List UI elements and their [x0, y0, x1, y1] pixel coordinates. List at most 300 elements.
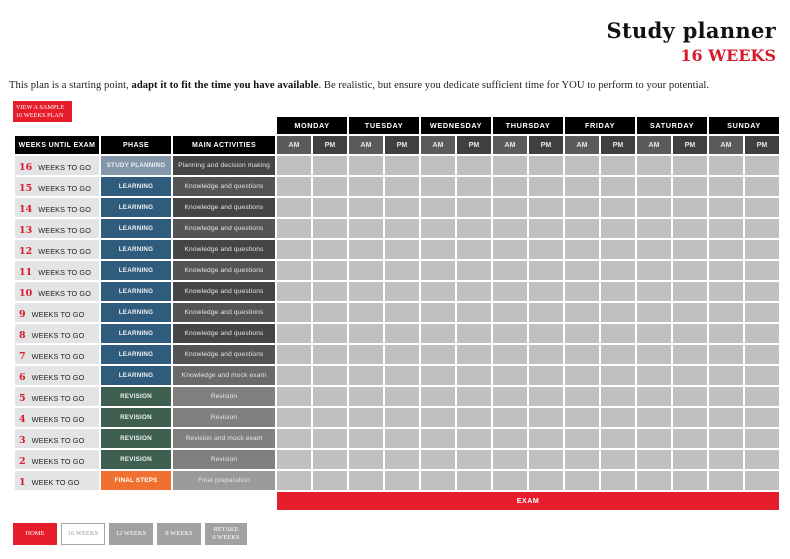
- 16-weeks-button[interactable]: 16 WEEKS: [61, 523, 105, 545]
- sunday-am-cell[interactable]: -: [709, 366, 743, 385]
- monday-am-cell[interactable]: -: [277, 408, 311, 427]
- tuesday-pm-cell[interactable]: -: [385, 324, 419, 343]
- wednesday-am-cell[interactable]: -: [421, 156, 455, 175]
- tuesday-am-cell[interactable]: -: [349, 177, 383, 196]
- thursday-pm-cell[interactable]: -: [529, 387, 563, 406]
- wednesday-pm-cell[interactable]: -: [457, 366, 491, 385]
- sunday-am-cell[interactable]: -: [709, 240, 743, 259]
- wednesday-pm-cell[interactable]: -: [457, 177, 491, 196]
- monday-pm-cell[interactable]: -: [313, 408, 347, 427]
- monday-am-cell[interactable]: -: [277, 471, 311, 490]
- tuesday-am-cell[interactable]: -: [349, 156, 383, 175]
- sunday-pm-cell[interactable]: -: [745, 261, 779, 280]
- saturday-am-cell[interactable]: -: [637, 408, 671, 427]
- weeks-until-exam-cell: [15, 261, 99, 280]
- thursday-am-cell[interactable]: -: [493, 345, 527, 364]
- friday-pm-cell[interactable]: -: [601, 471, 635, 490]
- wednesday-am-cell[interactable]: -: [421, 240, 455, 259]
- tuesday-pm-cell[interactable]: -: [385, 282, 419, 301]
- monday-am-cell[interactable]: -: [277, 303, 311, 322]
- saturday-am-cell[interactable]: -: [637, 282, 671, 301]
- saturday-am-cell[interactable]: -: [637, 219, 671, 238]
- weeks-number: 4: [19, 413, 26, 425]
- saturday-am-cell[interactable]: -: [637, 471, 671, 490]
- monday-pm-cell[interactable]: -: [313, 219, 347, 238]
- tuesday-am-cell[interactable]: -: [349, 324, 383, 343]
- weeks-number: 16: [19, 161, 33, 173]
- sunday-pm-cell[interactable]: -: [745, 303, 779, 322]
- wednesday-pm-cell[interactable]: -: [457, 387, 491, 406]
- activity-cell: Knowledge and questions: [173, 219, 275, 238]
- thursday-am-cell[interactable]: -: [493, 303, 527, 322]
- 12-weeks-button[interactable]: 12 WEEKS: [109, 523, 153, 545]
- phase-cell: REVISION: [101, 408, 171, 427]
- saturday-am-cell[interactable]: -: [637, 303, 671, 322]
- activity-cell: Knowledge and questions: [173, 345, 275, 364]
- wednesday-pm-cell[interactable]: -: [457, 219, 491, 238]
- tuesday-am-cell[interactable]: -: [349, 261, 383, 280]
- page-header: [607, 18, 776, 66]
- thursday-pm-cell[interactable]: -: [529, 324, 563, 343]
- friday-am-cell[interactable]: -: [565, 303, 599, 322]
- saturday-pm-cell[interactable]: -: [673, 240, 707, 259]
- sunday-am-cell[interactable]: -: [709, 324, 743, 343]
- monday-am-cell[interactable]: -: [277, 324, 311, 343]
- thursday-pm-cell[interactable]: -: [529, 471, 563, 490]
- pm-header: PM: [385, 136, 419, 154]
- saturday-am-cell[interactable]: -: [637, 387, 671, 406]
- monday-am-cell[interactable]: -: [277, 156, 311, 175]
- thursday-am-cell[interactable]: -: [493, 324, 527, 343]
- friday-am-cell[interactable]: -: [565, 429, 599, 448]
- thursday-pm-cell[interactable]: -: [529, 366, 563, 385]
- friday-am-cell[interactable]: -: [565, 177, 599, 196]
- tuesday-am-cell[interactable]: -: [349, 303, 383, 322]
- monday-pm-cell[interactable]: -: [313, 471, 347, 490]
- tuesday-pm-cell[interactable]: -: [385, 366, 419, 385]
- saturday-pm-cell[interactable]: -: [673, 429, 707, 448]
- weeks-label: WEEKS TO GO: [31, 309, 85, 319]
- monday-pm-cell[interactable]: -: [313, 261, 347, 280]
- monday-am-cell[interactable]: -: [277, 429, 311, 448]
- thursday-pm-cell[interactable]: -: [529, 219, 563, 238]
- retake-6-weeks-button[interactable]: [205, 523, 247, 545]
- activity-cell: Revision and mock exam: [173, 429, 275, 448]
- weeks-number: 13: [19, 224, 33, 236]
- tuesday-am-cell[interactable]: -: [349, 219, 383, 238]
- friday-am-cell[interactable]: -: [565, 324, 599, 343]
- tuesday-pm-cell[interactable]: -: [385, 240, 419, 259]
- tuesday-am-cell[interactable]: -: [349, 282, 383, 301]
- friday-pm-cell[interactable]: -: [601, 450, 635, 469]
- friday-am-cell[interactable]: -: [565, 282, 599, 301]
- saturday-am-cell[interactable]: -: [637, 261, 671, 280]
- friday-pm-cell[interactable]: -: [601, 198, 635, 217]
- tuesday-am-cell[interactable]: -: [349, 198, 383, 217]
- saturday-am-cell[interactable]: -: [637, 156, 671, 175]
- monday-am-cell[interactable]: -: [277, 219, 311, 238]
- activity-cell: Knowledge and questions: [173, 282, 275, 301]
- weeks-until-exam-cell: [15, 471, 99, 490]
- tuesday-pm-cell[interactable]: -: [385, 303, 419, 322]
- wednesday-am-cell[interactable]: -: [421, 282, 455, 301]
- saturday-pm-cell[interactable]: -: [673, 156, 707, 175]
- week-row: [15, 261, 779, 280]
- monday-pm-cell[interactable]: -: [313, 156, 347, 175]
- activity-cell: Knowledge and questions: [173, 261, 275, 280]
- tuesday-am-cell[interactable]: -: [349, 450, 383, 469]
- am-header: AM: [493, 136, 527, 154]
- sunday-am-cell[interactable]: -: [709, 450, 743, 469]
- wednesday-pm-cell[interactable]: -: [457, 198, 491, 217]
- saturday-am-cell[interactable]: -: [637, 324, 671, 343]
- wednesday-pm-cell[interactable]: -: [457, 408, 491, 427]
- saturday-pm-cell[interactable]: -: [673, 219, 707, 238]
- thursday-pm-cell[interactable]: -: [529, 282, 563, 301]
- wednesday-am-cell[interactable]: -: [421, 303, 455, 322]
- tuesday-pm-cell[interactable]: -: [385, 345, 419, 364]
- sunday-am-cell[interactable]: -: [709, 198, 743, 217]
- monday-pm-cell[interactable]: -: [313, 303, 347, 322]
- exam-bar: EXAM: [277, 492, 779, 510]
- weeks-label: WEEKS TO GO: [31, 456, 85, 466]
- friday-am-cell[interactable]: -: [565, 219, 599, 238]
- saturday-pm-cell[interactable]: -: [673, 177, 707, 196]
- wednesday-am-cell[interactable]: -: [421, 471, 455, 490]
- day-header-friday: FRIDAY: [565, 117, 635, 134]
- friday-am-cell[interactable]: -: [565, 387, 599, 406]
- thursday-pm-cell[interactable]: -: [529, 450, 563, 469]
- weeks-label: WEEKS TO GO: [31, 393, 85, 403]
- saturday-pm-cell[interactable]: -: [673, 324, 707, 343]
- weeks-until-exam-cell: [15, 177, 99, 196]
- tuesday-am-cell[interactable]: -: [349, 471, 383, 490]
- wednesday-am-cell[interactable]: -: [421, 450, 455, 469]
- wednesday-am-cell[interactable]: -: [421, 429, 455, 448]
- sunday-pm-cell[interactable]: -: [745, 345, 779, 364]
- weeks-number: 1: [19, 476, 26, 488]
- friday-pm-cell[interactable]: -: [601, 303, 635, 322]
- friday-am-cell[interactable]: -: [565, 471, 599, 490]
- am-header: AM: [277, 136, 311, 154]
- sunday-am-cell[interactable]: -: [709, 177, 743, 196]
- friday-pm-cell[interactable]: -: [601, 282, 635, 301]
- tuesday-pm-cell[interactable]: -: [385, 198, 419, 217]
- monday-am-cell[interactable]: -: [277, 240, 311, 259]
- thursday-am-cell[interactable]: -: [493, 240, 527, 259]
- thursday-pm-cell[interactable]: -: [529, 240, 563, 259]
- study-planner-table: [13, 115, 781, 512]
- tuesday-am-cell[interactable]: -: [349, 240, 383, 259]
- friday-am-cell[interactable]: -: [565, 345, 599, 364]
- wednesday-am-cell[interactable]: -: [421, 366, 455, 385]
- saturday-pm-cell[interactable]: -: [673, 366, 707, 385]
- tuesday-pm-cell[interactable]: -: [385, 219, 419, 238]
- sunday-pm-cell[interactable]: -: [745, 240, 779, 259]
- friday-am-cell[interactable]: -: [565, 156, 599, 175]
- monday-pm-cell[interactable]: -: [313, 198, 347, 217]
- thursday-am-cell[interactable]: -: [493, 156, 527, 175]
- monday-pm-cell[interactable]: -: [313, 177, 347, 196]
- monday-pm-cell[interactable]: -: [313, 366, 347, 385]
- sunday-pm-cell[interactable]: -: [745, 282, 779, 301]
- home-button[interactable]: HOME: [13, 523, 57, 545]
- intro-after: . Be realistic, but ensure you dedicate sufficient time for YOU to perform to your potential.: [318, 80, 710, 91]
- saturday-am-cell[interactable]: -: [637, 366, 671, 385]
- tuesday-pm-cell[interactable]: -: [385, 408, 419, 427]
- saturday-am-cell[interactable]: -: [637, 198, 671, 217]
- weeks-until-exam-cell: [15, 345, 99, 364]
- weeks-until-exam-cell: [15, 450, 99, 469]
- saturday-pm-cell[interactable]: -: [673, 198, 707, 217]
- sunday-pm-cell[interactable]: -: [745, 408, 779, 427]
- sample-button-line1: VIEW A SAMPLE: [16, 103, 65, 111]
- sunday-am-cell[interactable]: -: [709, 261, 743, 280]
- friday-pm-cell[interactable]: -: [601, 429, 635, 448]
- day-header-wednesday: WEDNESDAY: [421, 117, 491, 134]
- tuesday-pm-cell[interactable]: -: [385, 450, 419, 469]
- column-header-row: [15, 136, 779, 154]
- weeks-until-exam-cell: [15, 198, 99, 217]
- thursday-pm-cell[interactable]: -: [529, 156, 563, 175]
- saturday-am-cell[interactable]: -: [637, 240, 671, 259]
- tuesday-am-cell[interactable]: -: [349, 429, 383, 448]
- wednesday-am-cell[interactable]: -: [421, 177, 455, 196]
- saturday-pm-cell[interactable]: -: [673, 345, 707, 364]
- wednesday-pm-cell[interactable]: -: [457, 240, 491, 259]
- saturday-pm-cell[interactable]: -: [673, 408, 707, 427]
- saturday-am-cell[interactable]: -: [637, 429, 671, 448]
- tuesday-am-cell[interactable]: -: [349, 345, 383, 364]
- sunday-pm-cell[interactable]: -: [745, 387, 779, 406]
- activity-cell: Revision: [173, 408, 275, 427]
- weeks-number: 9: [19, 308, 26, 320]
- wednesday-am-cell[interactable]: -: [421, 408, 455, 427]
- activity-cell: Final preparation: [173, 471, 275, 490]
- monday-am-cell[interactable]: -: [277, 345, 311, 364]
- wednesday-pm-cell[interactable]: -: [457, 429, 491, 448]
- wednesday-am-cell[interactable]: -: [421, 324, 455, 343]
- monday-pm-cell[interactable]: -: [313, 282, 347, 301]
- weeks-number: 12: [19, 245, 33, 257]
- friday-am-cell[interactable]: -: [565, 450, 599, 469]
- friday-am-cell[interactable]: -: [565, 198, 599, 217]
- saturday-am-cell[interactable]: -: [637, 450, 671, 469]
- sunday-pm-cell[interactable]: -: [745, 471, 779, 490]
- weeks-number: 2: [19, 455, 26, 467]
- thursday-am-cell[interactable]: -: [493, 261, 527, 280]
- sunday-pm-cell[interactable]: -: [745, 198, 779, 217]
- week-row: [15, 240, 779, 259]
- saturday-am-cell[interactable]: -: [637, 177, 671, 196]
- page-title: Study planner: [606, 18, 776, 43]
- day-header-thursday: THURSDAY: [493, 117, 563, 134]
- weeks-label: WEEKS TO GO: [31, 414, 85, 424]
- wednesday-pm-cell[interactable]: -: [457, 156, 491, 175]
- thursday-pm-cell[interactable]: -: [529, 177, 563, 196]
- sunday-am-cell[interactable]: -: [709, 429, 743, 448]
- thursday-am-cell[interactable]: -: [493, 429, 527, 448]
- saturday-pm-cell[interactable]: -: [673, 261, 707, 280]
- tuesday-pm-cell[interactable]: -: [385, 156, 419, 175]
- tuesday-pm-cell[interactable]: -: [385, 261, 419, 280]
- activity-cell: Knowledge and questions: [173, 177, 275, 196]
- activity-cell: Knowledge and mock exam: [173, 366, 275, 385]
- sunday-pm-cell[interactable]: -: [745, 429, 779, 448]
- sunday-am-cell[interactable]: -: [709, 156, 743, 175]
- friday-pm-cell[interactable]: -: [601, 324, 635, 343]
- monday-pm-cell[interactable]: -: [313, 345, 347, 364]
- intro-bold: adapt it to fit the time you have available: [131, 80, 319, 91]
- friday-pm-cell[interactable]: -: [601, 387, 635, 406]
- sunday-pm-cell[interactable]: -: [745, 177, 779, 196]
- sunday-am-cell[interactable]: -: [709, 219, 743, 238]
- pm-header: PM: [601, 136, 635, 154]
- thursday-am-cell[interactable]: -: [493, 198, 527, 217]
- wednesday-am-cell[interactable]: -: [421, 198, 455, 217]
- wednesday-pm-cell[interactable]: -: [457, 261, 491, 280]
- monday-pm-cell[interactable]: -: [313, 240, 347, 259]
- friday-pm-cell[interactable]: -: [601, 240, 635, 259]
- saturday-pm-cell[interactable]: -: [673, 303, 707, 322]
- monday-pm-cell[interactable]: -: [313, 324, 347, 343]
- tuesday-pm-cell[interactable]: -: [385, 471, 419, 490]
- friday-pm-cell[interactable]: -: [601, 177, 635, 196]
- friday-am-cell[interactable]: -: [565, 261, 599, 280]
- weeks-until-exam-cell: [15, 156, 99, 175]
- weeks-label: WEEKS TO GO: [31, 372, 85, 382]
- friday-pm-cell[interactable]: -: [601, 261, 635, 280]
- monday-am-cell[interactable]: -: [277, 261, 311, 280]
- week-row: [15, 450, 779, 469]
- saturday-pm-cell[interactable]: -: [673, 471, 707, 490]
- sunday-pm-cell[interactable]: -: [745, 156, 779, 175]
- friday-am-cell[interactable]: -: [565, 408, 599, 427]
- activity-cell: Knowledge and questions: [173, 198, 275, 217]
- monday-am-cell[interactable]: -: [277, 198, 311, 217]
- thursday-am-cell[interactable]: -: [493, 219, 527, 238]
- sunday-pm-cell[interactable]: -: [745, 324, 779, 343]
- sunday-am-cell[interactable]: -: [709, 282, 743, 301]
- saturday-am-cell[interactable]: -: [637, 345, 671, 364]
- wednesday-pm-cell[interactable]: -: [457, 471, 491, 490]
- monday-am-cell[interactable]: -: [277, 366, 311, 385]
- thursday-am-cell[interactable]: -: [493, 471, 527, 490]
- activity-cell: Revision: [173, 450, 275, 469]
- sunday-am-cell[interactable]: -: [709, 471, 743, 490]
- monday-am-cell[interactable]: -: [277, 282, 311, 301]
- tuesday-pm-cell[interactable]: -: [385, 177, 419, 196]
- week-row: [15, 429, 779, 448]
- retake-line1: RETAKE: [213, 526, 239, 533]
- thursday-am-cell[interactable]: -: [493, 282, 527, 301]
- phase-cell: FINAL STEPS: [101, 471, 171, 490]
- wednesday-am-cell[interactable]: -: [421, 345, 455, 364]
- friday-pm-cell[interactable]: -: [601, 366, 635, 385]
- tuesday-am-cell[interactable]: -: [349, 387, 383, 406]
- tuesday-pm-cell[interactable]: -: [385, 429, 419, 448]
- weeks-number: 3: [19, 434, 26, 446]
- activity-cell: Planning and decision making: [173, 156, 275, 175]
- tuesday-am-cell[interactable]: -: [349, 408, 383, 427]
- monday-am-cell[interactable]: -: [277, 450, 311, 469]
- activity-cell: Revision: [173, 387, 275, 406]
- thursday-am-cell[interactable]: -: [493, 450, 527, 469]
- saturday-pm-cell[interactable]: -: [673, 282, 707, 301]
- sunday-am-cell[interactable]: -: [709, 387, 743, 406]
- thursday-am-cell[interactable]: -: [493, 408, 527, 427]
- monday-am-cell[interactable]: -: [277, 177, 311, 196]
- sunday-pm-cell[interactable]: -: [745, 219, 779, 238]
- thursday-am-cell[interactable]: -: [493, 177, 527, 196]
- thursday-pm-cell[interactable]: -: [529, 261, 563, 280]
- friday-pm-cell[interactable]: -: [601, 408, 635, 427]
- friday-am-cell[interactable]: -: [565, 240, 599, 259]
- monday-am-cell[interactable]: -: [277, 387, 311, 406]
- weeks-number: 14: [19, 203, 33, 215]
- thursday-am-cell[interactable]: -: [493, 366, 527, 385]
- friday-pm-cell[interactable]: -: [601, 219, 635, 238]
- thursday-pm-cell[interactable]: -: [529, 408, 563, 427]
- phase-cell: LEARNING: [101, 219, 171, 238]
- sunday-am-cell[interactable]: -: [709, 345, 743, 364]
- weeks-label: WEEKS TO GO: [31, 435, 85, 445]
- week-row: [15, 387, 779, 406]
- weeks-label: WEEKS TO GO: [31, 351, 85, 361]
- saturday-pm-cell[interactable]: -: [673, 387, 707, 406]
- wednesday-am-cell[interactable]: -: [421, 387, 455, 406]
- retake-line2: 6 WEEKS: [212, 534, 240, 541]
- week-row: [15, 303, 779, 322]
- thursday-pm-cell[interactable]: -: [529, 345, 563, 364]
- wednesday-pm-cell[interactable]: -: [457, 282, 491, 301]
- wednesday-pm-cell[interactable]: -: [457, 303, 491, 322]
- thursday-am-cell[interactable]: -: [493, 387, 527, 406]
- sunday-am-cell[interactable]: -: [709, 303, 743, 322]
- phase-cell: LEARNING: [101, 240, 171, 259]
- monday-pm-cell[interactable]: -: [313, 387, 347, 406]
- intro-before: This plan is a starting point,: [9, 80, 132, 91]
- wednesday-am-cell[interactable]: -: [421, 219, 455, 238]
- thursday-pm-cell[interactable]: -: [529, 303, 563, 322]
- friday-pm-cell[interactable]: -: [601, 156, 635, 175]
- thursday-pm-cell[interactable]: -: [529, 429, 563, 448]
- monday-pm-cell[interactable]: -: [313, 429, 347, 448]
- weeks-label: WEEKS TO GO: [38, 246, 91, 256]
- 8-weeks-button[interactable]: 8 WEEKS: [157, 523, 201, 545]
- week-row: [15, 471, 779, 490]
- monday-pm-cell[interactable]: -: [313, 450, 347, 469]
- saturday-pm-cell[interactable]: -: [673, 450, 707, 469]
- sunday-pm-cell[interactable]: -: [745, 366, 779, 385]
- tuesday-pm-cell[interactable]: -: [385, 387, 419, 406]
- sunday-pm-cell[interactable]: -: [745, 450, 779, 469]
- am-header: AM: [709, 136, 743, 154]
- wednesday-pm-cell[interactable]: -: [457, 450, 491, 469]
- thursday-pm-cell[interactable]: -: [529, 198, 563, 217]
- wednesday-pm-cell[interactable]: -: [457, 345, 491, 364]
- friday-am-cell[interactable]: -: [565, 366, 599, 385]
- sunday-am-cell[interactable]: -: [709, 408, 743, 427]
- week-row: [15, 282, 779, 301]
- wednesday-am-cell[interactable]: -: [421, 261, 455, 280]
- am-header: AM: [421, 136, 455, 154]
- phase-cell: LEARNING: [101, 177, 171, 196]
- weeks-until-exam-header: WEEKS UNTIL EXAM: [15, 136, 99, 154]
- friday-pm-cell[interactable]: -: [601, 345, 635, 364]
- tuesday-am-cell[interactable]: -: [349, 366, 383, 385]
- wednesday-pm-cell[interactable]: -: [457, 324, 491, 343]
